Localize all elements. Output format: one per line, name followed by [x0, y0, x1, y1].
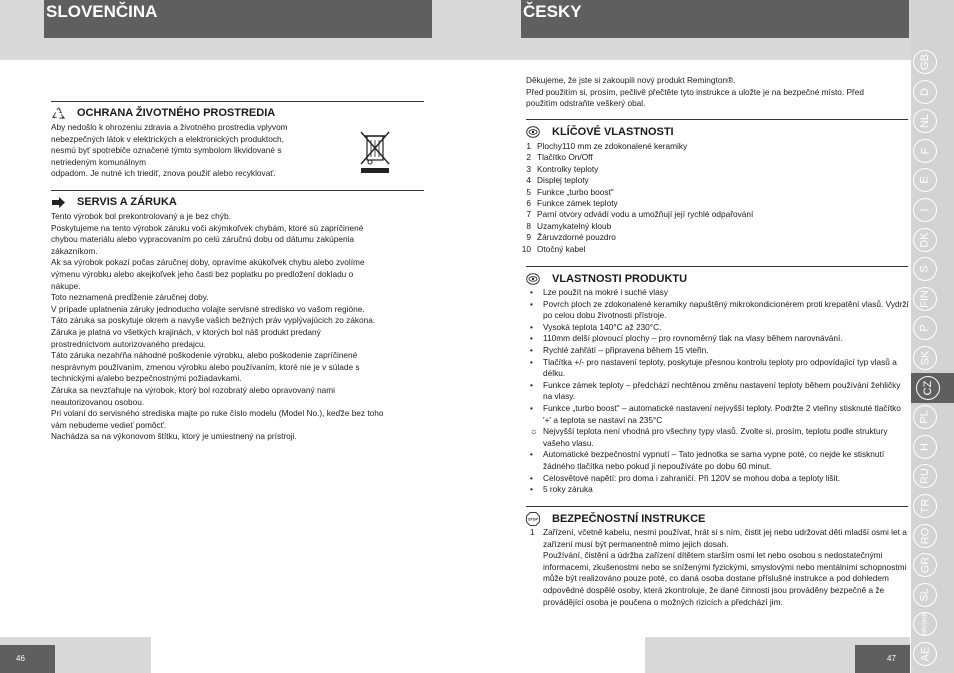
list-item: • Celosvětové napětí: pro doma i zahraničí. Při 120V se mohou doba a teploty lišit.	[530, 472, 841, 483]
section-heading-safety: STOP BEZPEČNOSTNÍ INSTRUKCE	[526, 512, 705, 526]
list-item: • Tlačítka +/- pro nastavení teploty, poskytuje přesnou kontrolu teploty pro odpovídající typ vlasů a délku.	[530, 356, 897, 379]
crossed-bin-icon	[358, 130, 392, 174]
list-item: 6 Funkce zámek teploty	[526, 198, 618, 209]
sun-icon: ☼	[530, 426, 538, 437]
section-heading-properties: VLASTNOSTI PRODUKTU	[526, 272, 687, 286]
list-item: 3 Kontrolky teploty	[526, 163, 599, 174]
section-heading-environment: OCHRANA ŽIVOTNÉHO PROSTREDIA	[51, 106, 275, 120]
tab-cz[interactable]: CZ	[911, 373, 954, 403]
tab-d[interactable]: D	[913, 80, 937, 104]
list-item: 10 Otočný kabel	[521, 243, 586, 254]
tab-p[interactable]: P	[913, 316, 937, 340]
list-item: • Automatické bezpečnostní vypnutí – Tato jednotka se sama vypne poté, co nejde ke stisknutí žádného tlačítka nebo pokud ji nepoužíváte po dobu 60 minut.	[530, 449, 885, 471]
tab-pl[interactable]: PL	[913, 405, 937, 429]
list-item: • Funkce zámek teploty – předchází nechtěnou změnu nastavení teploty během používání žehličky na vlasy.	[530, 379, 901, 402]
stop-icon	[526, 512, 540, 526]
service-text: Tento výrobok bol prekontrolovaný a je bez chýb. Poskytujeme na tento výrobok záruku voči akýmkoľvek chybám, ktoré sú zapríčinené chybou materiálu alebo vypracovaním po celú záručnú dobu od dátumu zakúpenia zákazníkom. Ak sa výrobok pokazí počas záručnej doby, opravíme akúkoľvek chybu alebo zvolíme výmenu výrobku alebo akejkoľvek jeho časti bez poplatku po predložení dokladu o nákupe. Toto neznamená predĺženie záručnej doby. V prípade uplatnenia záruky jednoducho volajte servisné stredisko vo vašom regióne. Táto záruka sa poskytuje okrem a navyše vašich bežných práv vyplývajúcich zo zákona. Záruka je platná vo všetkých krajinách, v ktorých bol náš produkt predaný prostredníctvom autorizovaného predajcu. Táto záruka nezahŕňa náhodné poškodenie výrobku, alebo poškodenie zapríčinené nesprávnym používaním, zmenou výrobku alebo používaním, ktoré nie je v súlade s technickými a/alebo bezpečnostnými požiadavkami. Záruka sa nevzťahuje na výrobok, ktorý bol rozobratý alebo opravovaný nami neautorizovanou osobou. Pri volaní do servisného strediska majte po ruke číslo modelu (Model No.), keďže bez toho vám nebudeme vedieť pomôcť. Nachádza sa na výkonovom štítku, ktorý je umiestnený na prístroji.	[51, 211, 384, 442]
section-heading-service: SERVIS A ZÁRUKA	[51, 195, 177, 209]
list-item: 4 Displej teploty	[526, 175, 589, 186]
tab-ru[interactable]: RU	[913, 464, 937, 488]
divider	[526, 506, 908, 507]
tab-hr-srb[interactable]: HR/SRB	[913, 612, 937, 636]
tab-dk[interactable]: DK	[913, 228, 937, 252]
list-item: 7 Parní otvory odvádí vodu a umožňují její rychlé odpařování	[526, 209, 754, 220]
arrow-right-icon	[51, 195, 65, 209]
divider	[51, 190, 424, 191]
list-item: 2 Tlačítko On/Off	[526, 152, 593, 163]
svg-text:STOP: STOP	[528, 517, 538, 522]
tab-ae[interactable]: AE	[913, 642, 937, 666]
properties-list	[522, 287, 910, 496]
list-item: • 110mm delší plovoucí plochy – pro rovnoměrný tlak na vlasy během narovnávání.	[530, 333, 843, 344]
tab-sl[interactable]: SL	[913, 583, 937, 607]
page-title-left: SLOVENČINA	[44, 0, 432, 38]
list-item: 1 Plochy110 mm ze zdokonalené keramiky	[526, 141, 688, 151]
list-item: ☼ Nejvyšší teplota není vhodná pro všechny typy vlasů. Zvolte si, prosím, teplotu podle struktury vašeho vlasu.	[522, 426, 910, 449]
list-item: • Funkce „turbo boost" – automatické nastavení nejvyšší teploty. Podržte 2 vteřiny stisknuté tlačítko '+' a teplota se nastaví na 235°C	[530, 402, 901, 425]
tab-i[interactable]: I	[913, 198, 937, 222]
list-item: • Rychlé zahřátí – připravena během 15 vteřin.	[530, 344, 709, 355]
eye-icon	[526, 272, 540, 286]
tab-ro[interactable]: RO	[913, 524, 937, 548]
safety-text	[522, 527, 910, 608]
list-item: • 5 roky záruka	[530, 484, 593, 495]
list-item: • Vysoká teplota 140°C až 230°C.	[530, 321, 662, 332]
tab-fin[interactable]: FIN	[913, 287, 937, 311]
list-item: 9 Žáruvzdorné pouzdro	[526, 232, 616, 243]
list-item: 1 Zařízení, včetně kabelu, nesmí používat, hrát si s ním, čistit jej nebo udržovat děti mladší osmi let a zařízení musí být permanentně mimo jejich dosah.	[530, 527, 907, 549]
recycle-icon	[51, 106, 65, 120]
env-text: Aby nedošlo k ohrozeniu zdravia a životného prostredia vplyvom nebezpečných látok v elektrických a elektronických produktoch, nesmú byť spotrebiče označené týmto symbolom likvidované s netriedeným komunálnym odpadom. Je nutné ich triediť, znova použiť alebo recyklovať.	[51, 122, 288, 179]
tab-e[interactable]: E	[913, 168, 937, 192]
list-item: 8 Uzamykatelný kloub	[526, 220, 612, 231]
tab-nl[interactable]: NL	[913, 109, 937, 133]
list-item: • Lze použít na mokré i suché vlasy	[530, 287, 668, 297]
tab-gr[interactable]: GR	[913, 553, 937, 577]
features-list	[521, 141, 901, 255]
divider	[51, 101, 424, 102]
page-number-right: 47	[855, 645, 910, 673]
tab-tr[interactable]: TR	[913, 494, 937, 518]
page-number-left: 46	[0, 645, 55, 673]
divider	[526, 119, 908, 120]
list-item: • Povrch ploch ze zdokonalené keramiky napuštěný mikrokondicionérem proti krepatění vlasů. Vydrží po celou dobu životnosti přístroje.	[530, 298, 909, 321]
page-title-right: ČESKY	[521, 0, 909, 38]
tab-sk[interactable]: SK	[913, 346, 937, 370]
list-item: Používání, čistění a údržba zařízení dítětem starším osmi let nebo osobou s nedostatečnými informacemi, zkušenostmi nebo se sníženými fyzickými, smyslovými nebo mentálními schopnostmi může být realizováno pouze poté, co daná osoba dostane příslušné instrukce a pod dohledem odpovědné dospělé osoby, která zkontroluje, že dané činnosti jsou prováděny bezpečně a že provádějící osoba je poučena o možných rizicích a předchází jim.	[543, 550, 907, 607]
divider	[526, 266, 908, 267]
tab-s[interactable]: S	[913, 257, 937, 281]
tab-gb[interactable]: GB	[913, 50, 937, 74]
intro-text: Děkujeme, že jste si zakoupili nový produkt Remington®. Před použitím si, prosím, pečlivě přečtěte tyto instrukce a uložte je na bezpečné místo. Před použitím odstraňte veškerý obal.	[526, 75, 865, 109]
list-item: 5 Funkce „turbo boost"	[526, 186, 614, 197]
tab-h[interactable]: H	[913, 435, 937, 459]
tab-f[interactable]: F	[913, 139, 937, 163]
section-heading-features: KLÍČOVÉ VLASTNOSTI	[526, 125, 674, 139]
eye-icon	[526, 125, 540, 139]
